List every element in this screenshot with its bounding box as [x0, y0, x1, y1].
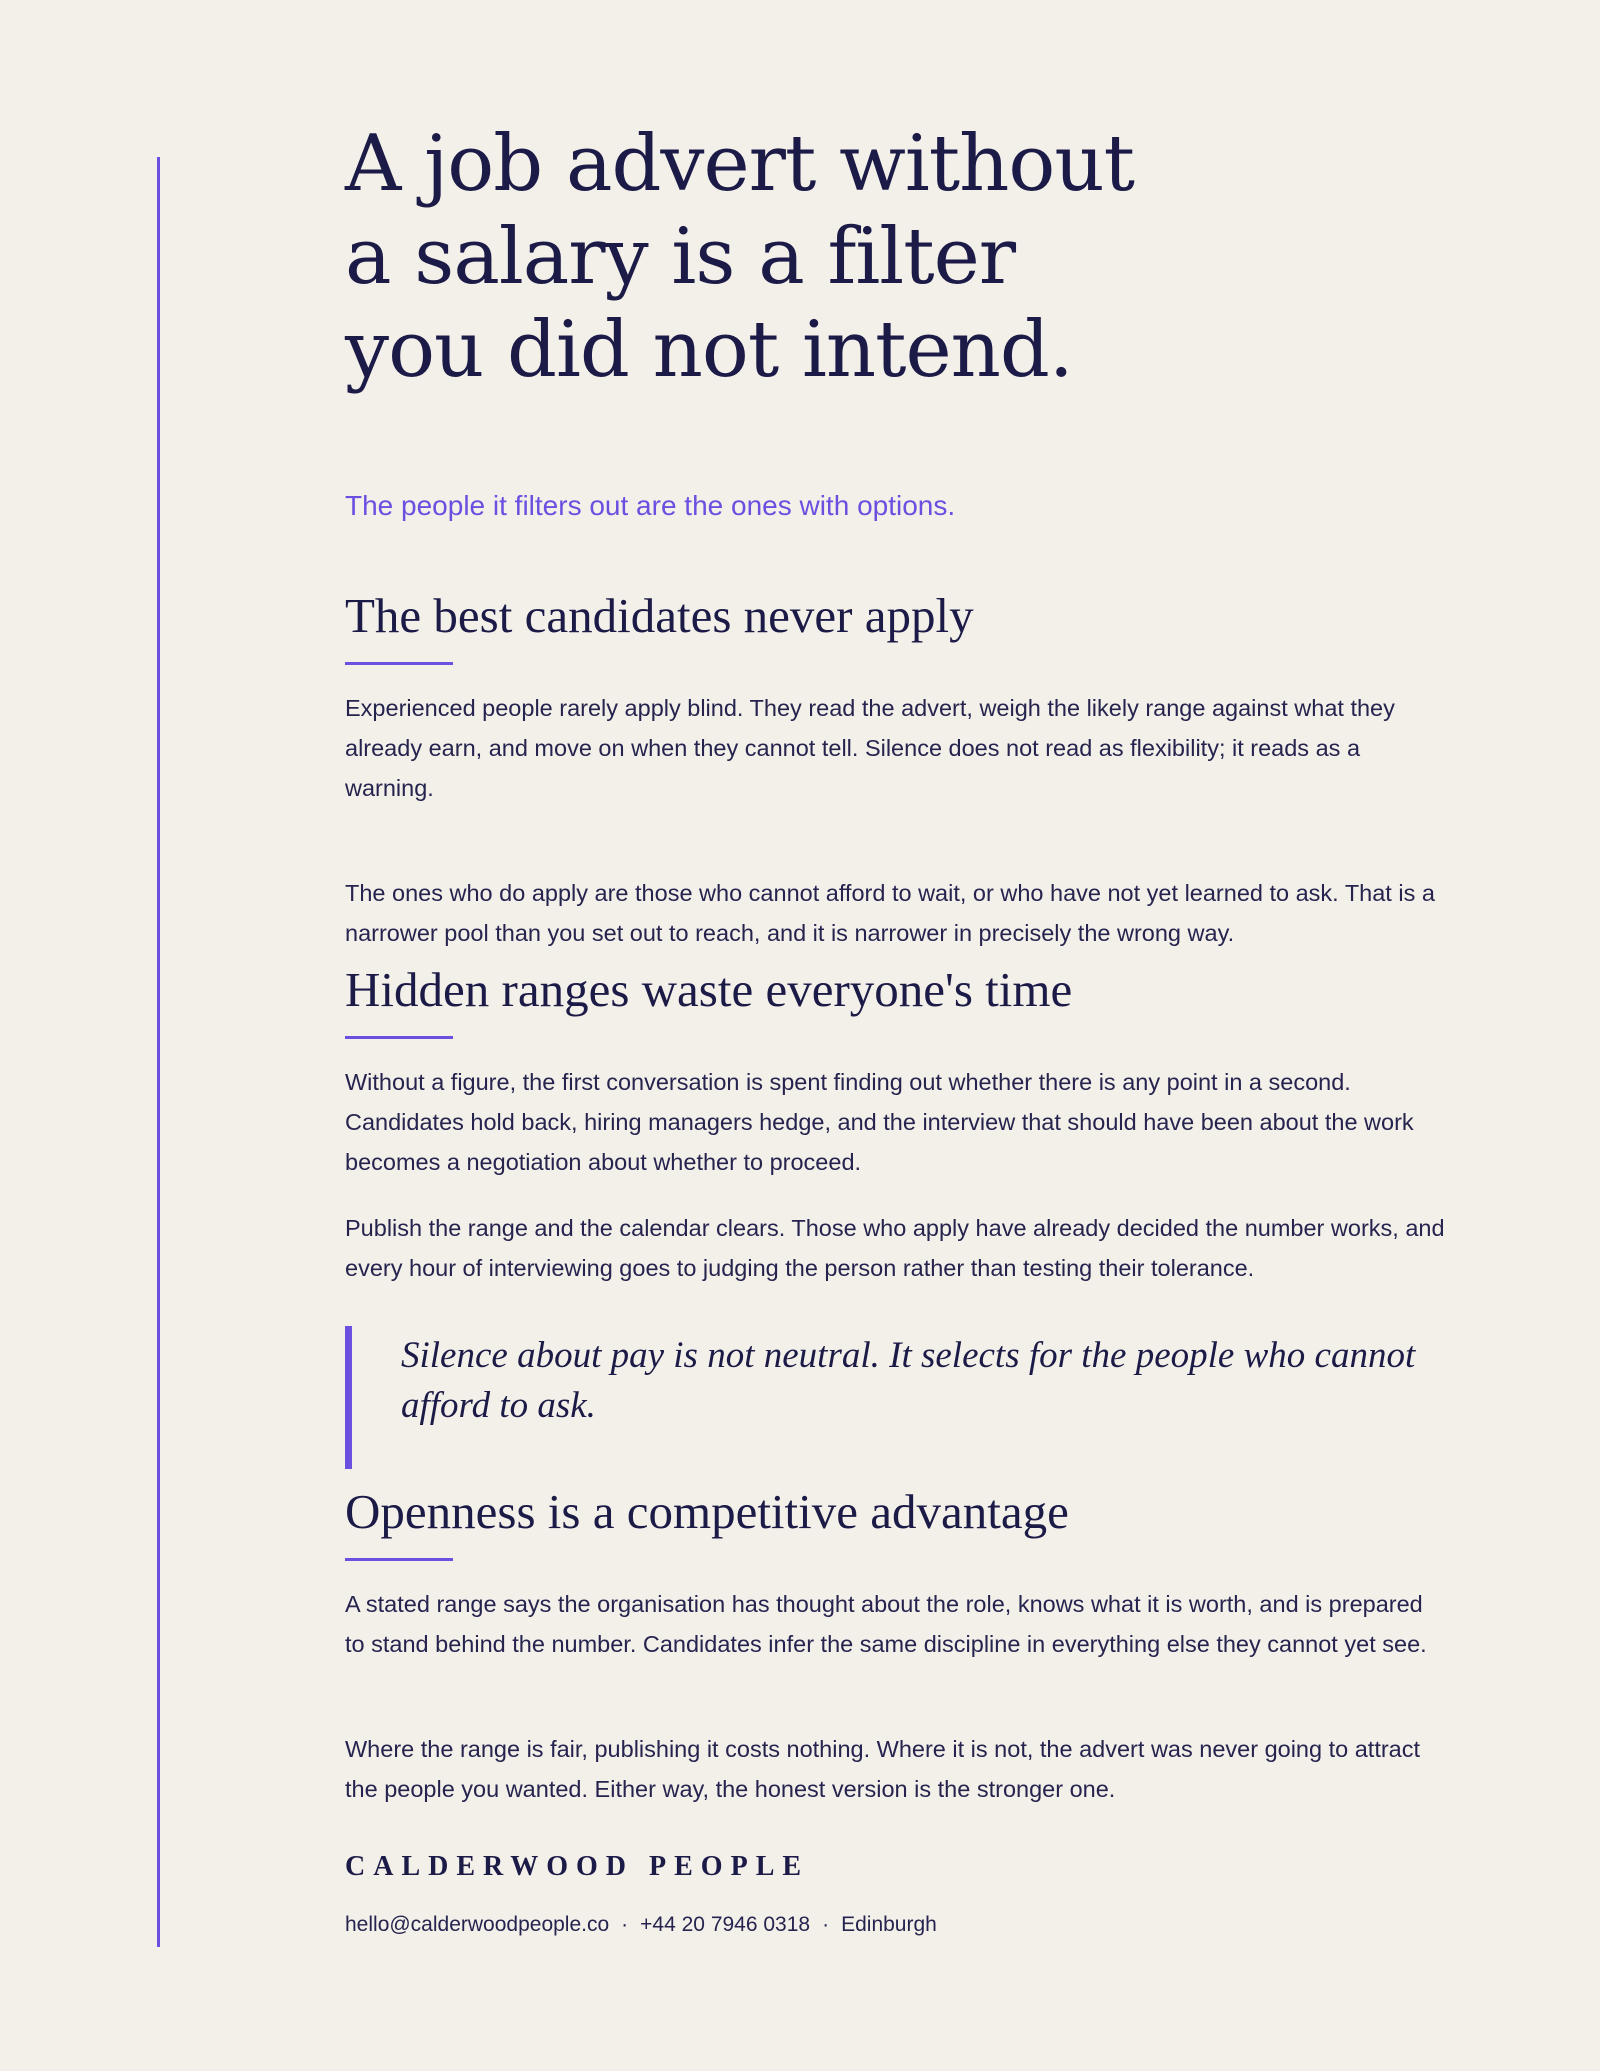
- heading-underline: [345, 1558, 453, 1561]
- section-paragraph: The ones who do apply are those who cannot afford to wait, or who have not yet learned to ask. That is a narrower pool than you set out to reach, and it is narrower in precisely the wrong way.: [345, 880, 1435, 946]
- subheading: The people it filters out are the ones with options.: [345, 490, 956, 521]
- contact-line: [345, 1913, 937, 1937]
- section-paragraph: Without a figure, the first conversation is spent finding out whether there is any point in a second. Candidates hold back, hiring managers hedge, and the interview that should have been about the work becomes a negotiation about whether to proceed.: [345, 1069, 1414, 1175]
- pull-quote-text: Silence about pay is not neutral. It selects for the people who cannot afford to ask.: [401, 1335, 1416, 1426]
- section-paragraph: A stated range says the organisation has thought about the role, knows what it is worth, and is prepared to stand behind the number. Candidates infer the same discipline in everything else they cannot yet see.: [345, 1591, 1427, 1657]
- heading-underline: [345, 1036, 453, 1039]
- document-content: [345, 118, 1445, 1936]
- section-openness: [345, 1482, 1445, 1809]
- page-title: [345, 118, 1445, 397]
- contact-phone[interactable]: +44 20 7946 0318: [640, 1913, 811, 1936]
- section-hidden-ranges: [345, 960, 1445, 1288]
- title-line-3: you did not intend.: [345, 305, 1073, 395]
- section-heading: The best candidates never apply: [345, 588, 974, 643]
- separator: ·: [621, 1913, 629, 1936]
- section-best-candidates: [345, 586, 1445, 953]
- section-paragraph: Where the range is fair, publishing it costs nothing. Where it is not, the advert was never going to attract the people you wanted. Either way, the honest version is the stronger one.: [345, 1736, 1421, 1802]
- vertical-accent-rule: [157, 157, 160, 1947]
- section-paragraph: Experienced people rarely apply blind. They read the advert, weigh the likely range against what they already earn, and move on when they cannot tell. Silence does not read as flexibility; it reads as a warning.: [345, 695, 1395, 801]
- heading-underline: [345, 662, 453, 665]
- section-heading: Openness is a competitive advantage: [345, 1484, 1069, 1539]
- contact-city: Edinburgh: [841, 1913, 937, 1936]
- contact-email[interactable]: hello@calderwoodpeople.co: [345, 1913, 610, 1936]
- separator: ·: [822, 1913, 830, 1936]
- section-paragraph: Publish the range and the calendar clears. Those who apply have already decided the number works, and every hour of interviewing goes to judging the person rather than testing their tolerance.: [345, 1215, 1445, 1281]
- pull-quote: [345, 1326, 1445, 1469]
- brand-name: CALDERWOOD PEOPLE: [345, 1851, 810, 1882]
- section-heading: Hidden ranges waste everyone's time: [345, 962, 1073, 1017]
- title-line-2: a salary is a filter: [345, 212, 1016, 302]
- title-line-1: A job advert without: [345, 119, 1134, 209]
